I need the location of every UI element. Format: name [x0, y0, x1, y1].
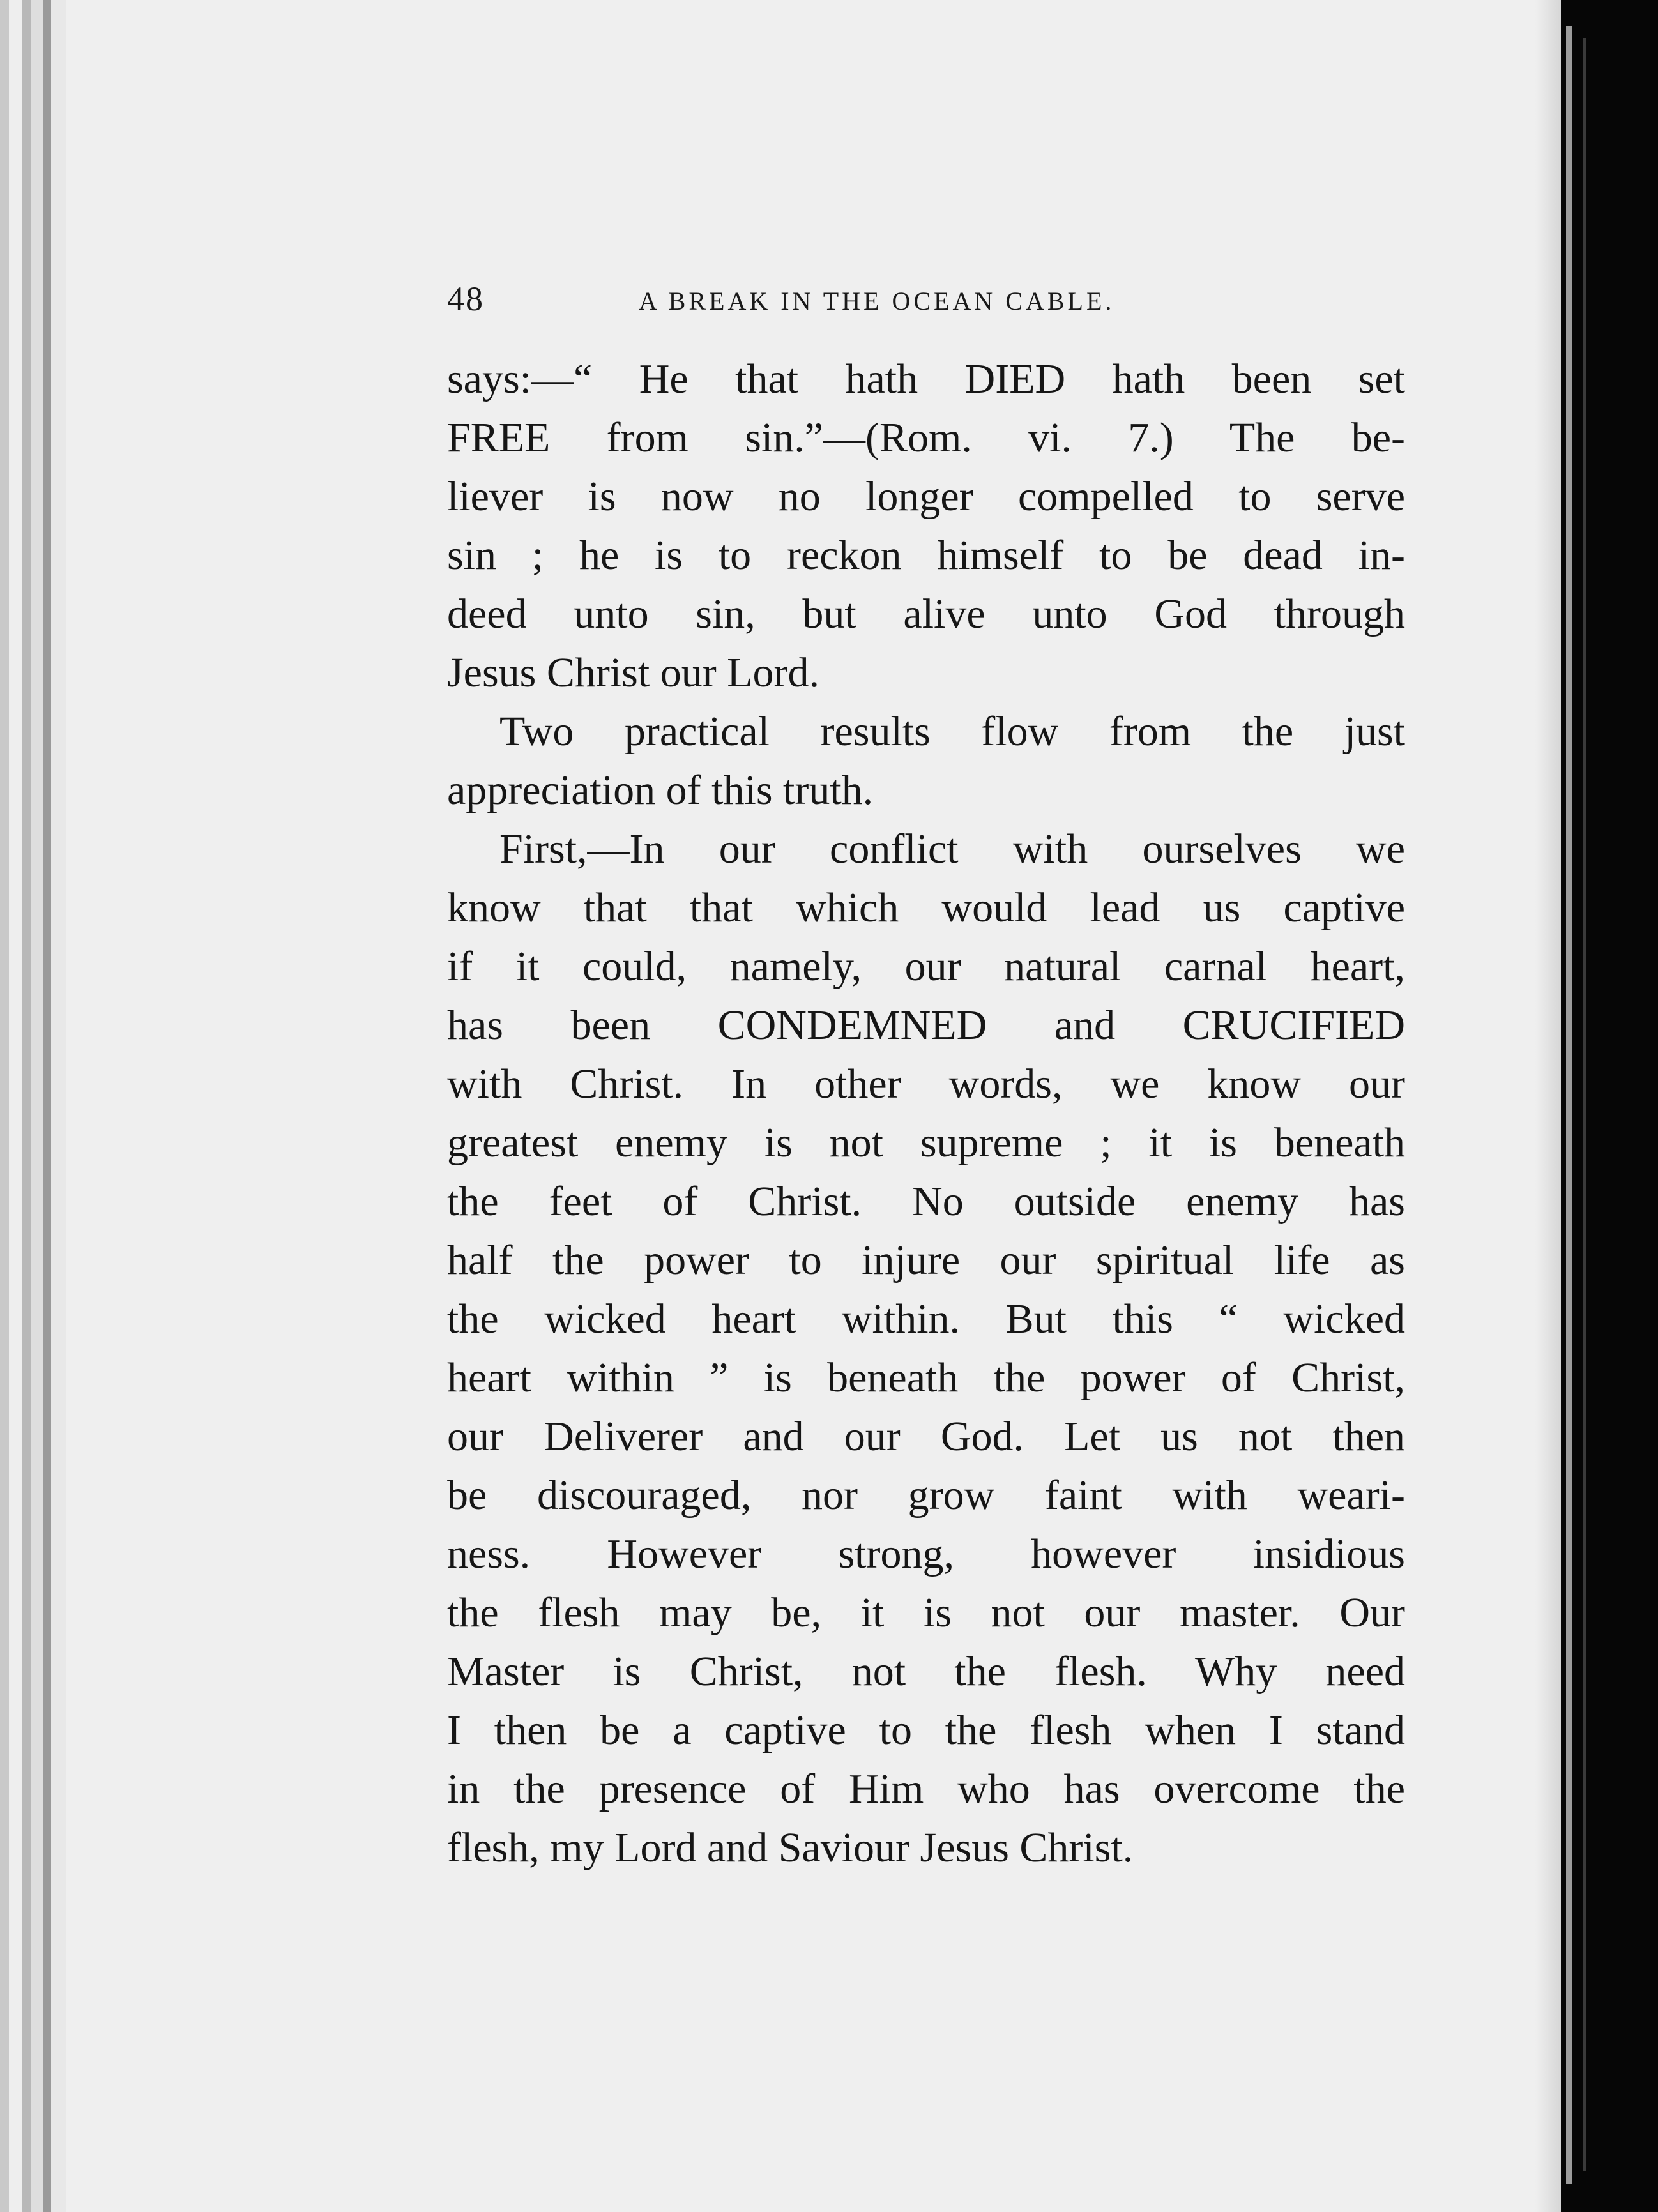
text-line: First,—In our conflict with ourselves we	[499, 826, 1405, 872]
binding-gutter	[1561, 0, 1658, 2212]
page-edge	[31, 0, 43, 2212]
text-line: know that that which would lead us captive	[447, 884, 1405, 931]
text-line: be discouraged, nor grow faint with weari-	[447, 1472, 1405, 1519]
body-text	[447, 350, 1405, 1877]
text-line: the feet of Christ. No outside enemy has	[447, 1178, 1405, 1225]
text-line: ness. However strong, however insidious	[447, 1531, 1405, 1577]
text-line: sin ; he is to reckon himself to be dead in-	[447, 532, 1405, 579]
page-edge	[9, 0, 22, 2212]
text-line: half the power to injure our spiritual life as	[447, 1237, 1405, 1284]
text-line: greatest enemy is not supreme ; it is beneath	[447, 1119, 1405, 1166]
text-line: says:—“ He that hath DIED hath been set	[447, 356, 1405, 402]
gutter-edge	[1583, 38, 1586, 2171]
page-edge	[22, 0, 31, 2212]
text-line: heart within ” is beneath the power of Christ,	[447, 1354, 1405, 1401]
page-edge	[0, 0, 9, 2212]
text-line: our Deliverer and our God. Let us not then	[447, 1413, 1405, 1460]
text-line: Master is Christ, not the flesh. Why need	[447, 1648, 1405, 1695]
text-line: appreciation of this truth.	[447, 767, 874, 814]
running-head	[447, 280, 1562, 318]
page-shadow	[1535, 0, 1561, 2212]
text-line: the flesh may be, it is not our master. Our	[447, 1589, 1405, 1636]
page-edge	[51, 0, 66, 2212]
running-head-title: A BREAK IN THE OCEAN CABLE.	[639, 287, 1115, 315]
text-line: has been CONDEMNED and CRUCIFIED	[447, 1002, 1405, 1049]
text-line: I then be a captive to the flesh when I stand	[447, 1707, 1405, 1754]
page-number: 48	[447, 280, 484, 318]
text-line: deed unto sin, but alive unto God through	[447, 591, 1405, 637]
gutter-edge	[1566, 26, 1572, 2184]
text-line: with Christ. In other words, we know our	[447, 1061, 1405, 1107]
text-line: FREE from sin.”—(Rom. vi. 7.) The be-	[447, 414, 1405, 461]
text-line: flesh, my Lord and Saviour Jesus Christ.	[447, 1824, 1134, 1871]
text-line: liever is now no longer compelled to serve	[447, 473, 1405, 520]
text-line: the wicked heart within. But this “ wicked	[447, 1296, 1405, 1342]
text-line: Jesus Christ our Lord.	[447, 649, 819, 696]
page-edge	[43, 0, 51, 2212]
text-line: if it could, namely, our natural carnal heart,	[447, 943, 1405, 990]
text-line: in the presence of Him who has overcome the	[447, 1766, 1405, 1812]
text-line: Two practical results flow from the just	[499, 708, 1405, 755]
